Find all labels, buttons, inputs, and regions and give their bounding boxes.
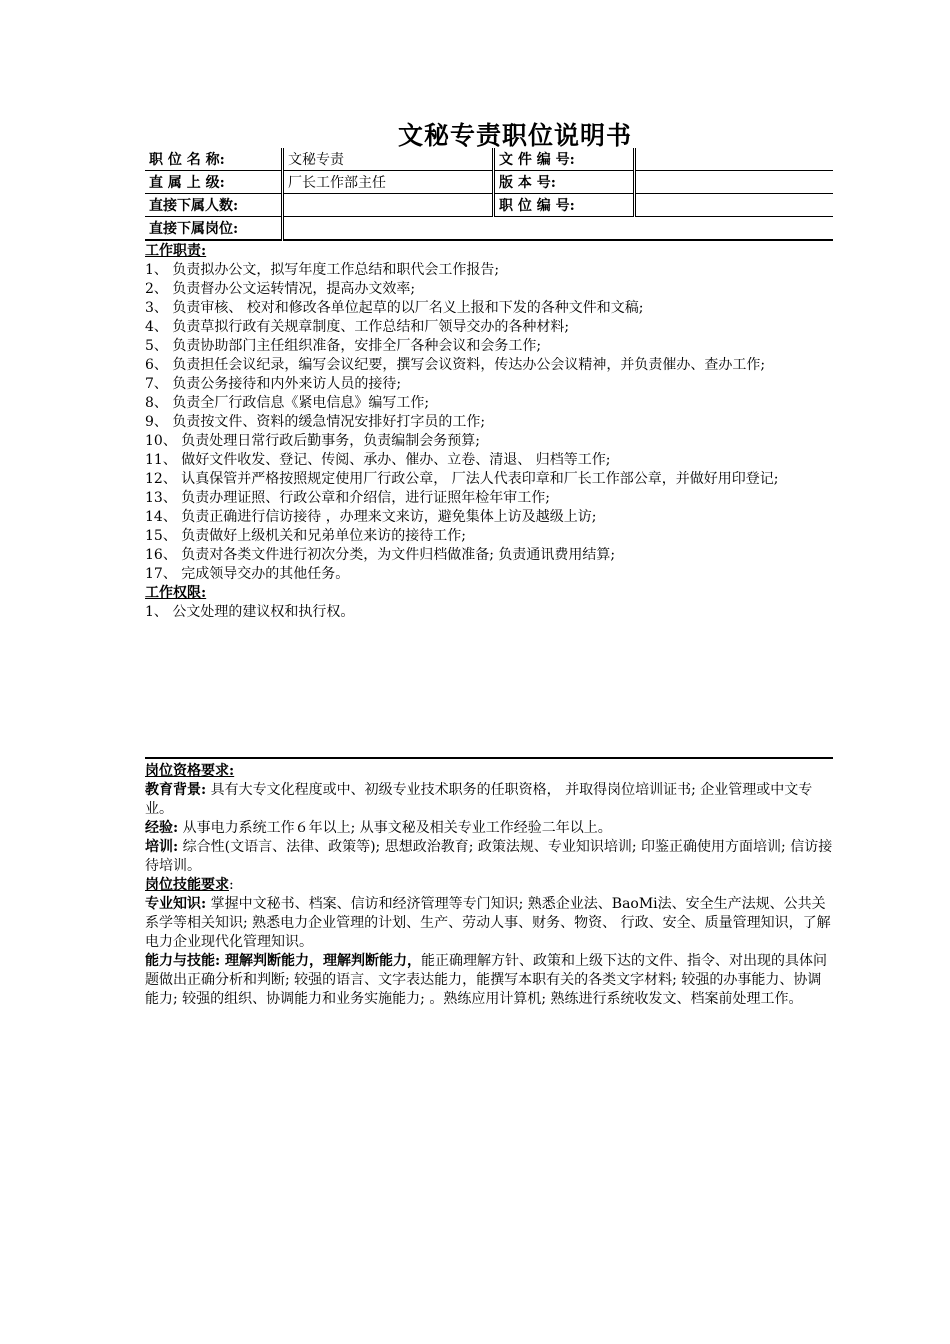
qualifications-section: [145, 762, 835, 1009]
subordinate-positions-value: [283, 217, 494, 241]
list-item: 1、 公文处理的建议权和执行权。: [145, 604, 355, 620]
list-item: 7、 负责公务接待和内外来访人员的接待;: [145, 376, 402, 392]
list-item: 1、 负责拟办公文，拟写年度工作总结和职代会工作报告;: [145, 262, 500, 278]
list-item: 13、 负责办理证照、行政公章和介绍信，进行证照年检年审工作;: [145, 490, 550, 506]
experience-label: 经验:: [145, 820, 179, 836]
list-item: 3、 负责审核、 校对和修改各单位起草的以厂名义上报和下发的各种文件和文稿;: [145, 300, 644, 316]
section-divider: [145, 757, 833, 759]
document-number-label: 文 件 编 号:: [499, 152, 575, 168]
skills-heading: 岗位技能要求: [145, 877, 229, 893]
header-table: [145, 148, 833, 241]
qualifications-heading: 岗位资格要求:: [145, 763, 235, 779]
list-item: 16、 负责对各类文件进行初次分类，为文件归档做准备; 负责通讯费用结算;: [145, 547, 616, 563]
list-item: 12、 认真保管并严格按照规定使用厂行政公章， 厂法人代表印章和厂长工作部公章，并做好用印登记;: [145, 471, 779, 487]
training-label: 培训:: [145, 839, 179, 855]
header-row: [145, 171, 833, 194]
list-item: 17、 完成领导交办的其他任务。: [145, 566, 350, 582]
subordinate-positions-label: 直接下属岗位:: [149, 221, 239, 237]
position-number-value: [635, 194, 834, 217]
list-item: 6、 负责担任会议纪录，编写会议纪要，撰写会议资料，传达办公会议精神，并负责催办、查办工作;: [145, 357, 766, 373]
supervisor-label: 直 属 上 级:: [149, 175, 225, 191]
experience-text: 从事电力系统工作６年以上; 从事文秘及相关专业工作经验二年以上。: [178, 820, 612, 836]
page-title: 文秘专责职位说明书: [397, 121, 632, 150]
subordinate-count-label: 直接下属人数:: [149, 198, 239, 214]
position-name-label: 职 位 名 称:: [149, 152, 225, 168]
position-number-label: 职 位 编 号:: [499, 198, 575, 214]
list-item: 9、 负责按文件、资料的缓急情况安排好打字员的工作;: [145, 414, 486, 430]
list-item: 2、 负责督办公文运转情况，提高办文效率;: [145, 281, 416, 297]
version-label: 版 本 号:: [499, 175, 556, 191]
skills-heading-colon: :: [229, 877, 234, 893]
knowledge-text: 掌握中文秘书、档案、信访和经济管理等专门知识; 熟悉企业法、BaoMi法、安全生产法规、公共关系学等相关知识; 熟悉电力企业管理的计划、生产、劳动人事、财务、物资、 行政、安全、质量管理知识，了解电力企业现代化管理知识。: [145, 896, 831, 950]
list-item: 15、 负责做好上级机关和兄弟单位来访的接待工作;: [145, 528, 466, 544]
ability-label: 能力与技能: 理解判断能力，理解判断能力，: [145, 953, 422, 969]
ability-paragraph: [145, 952, 835, 1009]
duties-heading: 工作职责:: [145, 243, 207, 259]
ability-text: 能正确理解方针、政策和上级下达的文件、指令、对出现的具体问题做出正确分析和判断; 较强的语言、文字表达能力，能撰写本职有关的各类文字材料; 较强的办事能力、协调能力; 较强的组织、协调能力和业务实施能力; 。熟练应用计算机; 熟练进行系统收发文、档案前处理工作。: [145, 953, 828, 1007]
list-item: 5、 负责协助部门主任组织准备，安排全厂各种会议和会务工作;: [145, 338, 542, 354]
empty-cell: [494, 217, 834, 241]
education-label: 教育背景:: [145, 782, 207, 798]
list-item: 11、 做好文件收发、登记、传阅、承办、催办、立卷、清退、 归档等工作;: [145, 452, 611, 468]
duties-list: [145, 261, 835, 584]
skills-heading-line: [145, 876, 835, 895]
duties-section: [145, 242, 835, 622]
knowledge-paragraph: [145, 895, 835, 952]
education-text: 具有大专文化程度或中、初级专业技术职务的任职资格， 并取得岗位培训证书; 企业管理或中文专业。: [145, 782, 813, 817]
header-row: [145, 148, 833, 171]
supervisor-value: 厂长工作部主任: [283, 171, 494, 194]
experience-paragraph: [145, 819, 835, 838]
list-item: 8、 负责全厂行政信息《紧电信息》编写工作;: [145, 395, 430, 411]
document-number-value: [635, 148, 834, 171]
education-paragraph: [145, 781, 835, 819]
list-item: 4、 负责草拟行政有关规章制度、工作总结和厂领导交办的各种材料;: [145, 319, 570, 335]
training-text: 综合性(文语言、法律、政策等); 思想政治教育; 政策法规、专业知识培训; 印鉴正确使用方面培训; 信访接待培训。: [145, 839, 833, 874]
knowledge-label: 专业知识:: [145, 896, 207, 912]
version-value: [635, 171, 834, 194]
list-item: 10、 负责处理日常行政后勤事务，负责编制会务预算;: [145, 433, 480, 449]
subordinate-count-value: [283, 194, 494, 217]
training-paragraph: [145, 838, 835, 876]
header-row: [145, 217, 833, 241]
authority-heading: 工作权限:: [145, 585, 207, 601]
position-name-value: 文秘专责: [283, 148, 494, 171]
list-item: 14、 负责正确进行信访接待 ，办理来文来访，避免集体上访及越级上访;: [145, 509, 597, 525]
header-row: [145, 194, 833, 217]
authority-list: [145, 603, 835, 622]
